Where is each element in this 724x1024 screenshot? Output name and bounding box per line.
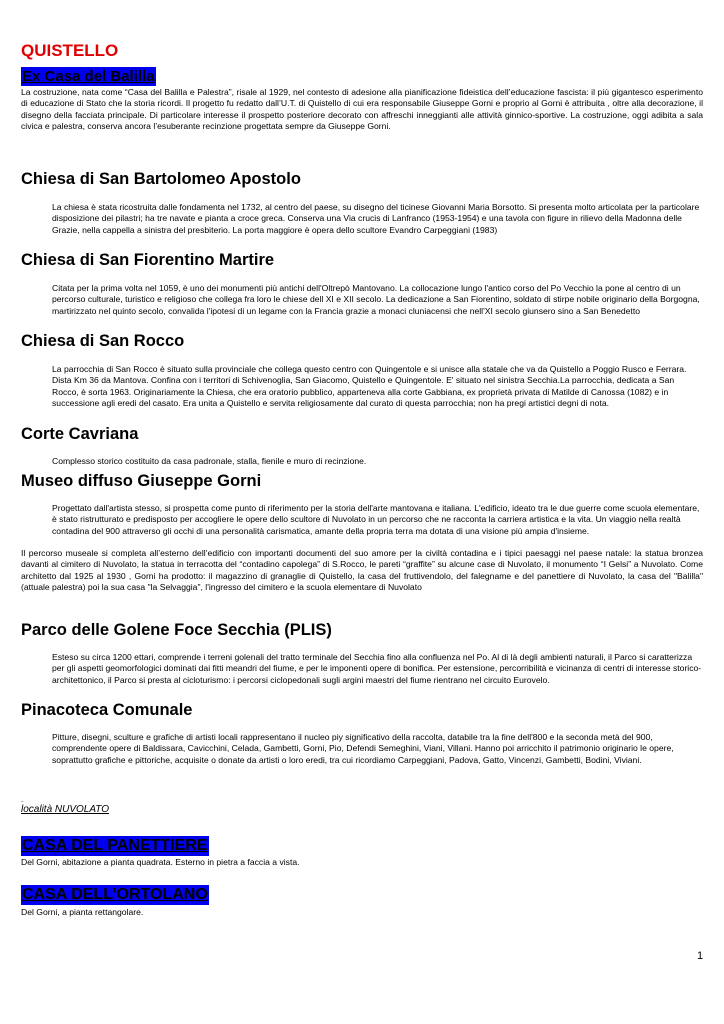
text-museo-gorni-2: Il percorso museale si completa all’esterno dell’edificio con importanti documenti del suo amore per la civiltà contadina e i tipici paesaggi nel paese natale: la statua bronzea davanti al cimitero di Nuvolato, la statua in terracotta del “contadino capolega” di S.Rocco, le pareti “graffite” su alcune case di Nuvolato, il monumento “I Gelsi” a Nuvolato. Come architetto dal 1925 al 1930 , Gorni ha prodotto: il magazzino di granaglie di Quistello, la casa del fruttivendolo, del falegname e del panettiere di Nuvolato, la casa del "Balilla" (attuale palestra) poi la sua casa "la Selvaggia", l'ingresso del cimitero e la scuola elementare di Nuvolato — [21, 548, 703, 593]
casa-ortolano-heading: CASA DELL’ORTOLANO — [22, 886, 208, 903]
casa-panettiere-heading: CASA DEL PANETTIERE — [22, 837, 208, 854]
text-corte-cavriana: Complesso storico costituito da casa padronale, stalla, fienile e muro di recinzione. — [52, 456, 367, 466]
casa-panettiere-text: Del Gorni, abitazione a pianta quadrata. Esterno in pietra a faccia a vista. — [21, 857, 300, 867]
heading-san-fiorentino: Chiesa di San Fiorentino Martire — [21, 251, 275, 269]
heading-san-bartolomeo: Chiesa di San Bartolomeo Apostolo — [21, 170, 301, 188]
heading-museo-gorni: Museo diffuso Giuseppe Gorni — [21, 472, 262, 490]
page-number: 1 — [697, 950, 704, 962]
stray-dot: . — [21, 795, 24, 804]
heading-san-rocco: Chiesa di San Rocco — [21, 332, 185, 350]
casa-ortolano-text: Del Gorni, a pianta rettangolare. — [21, 907, 144, 917]
text-museo-gorni: Progettato dall'artista stesso, si prospetta come punto di riferimento per la storia dell'arte mantovana e italiana. L'edificio, ideato tra le due guerre come scuola elementare, è stato ristrutturato e predisposto per accogliere le opere dello scultore di Nuvolato in un percorso che ne racconta la carriera artistica e la vita. Un viaggio nella realtà contadina del 900 attraverso gli occhi di una personalità carismatica, amante della propria terra ma dotata di una visione più ampia d'insieme. — [52, 503, 700, 536]
locality-nuvolato: località NUVOLATO — [21, 804, 109, 815]
text-san-rocco: La parrocchia di San Rocco è situato sulla provinciale che collega questo centro con Quingentole e si unisce alla statale che va da Quistello a Poggio Rusco e Ferrara. Dista Km 36 da Mantova. Confina con i territori di Schivenoglia, San Giacomo, Quistello e Quingentole. E' situato nel sinistra Secchia.La parrocchia, dedicata a San Rocco, è sorta 1963. Originariamente la Chiesa, che era oratorio pubblico, apparteneva alla corte Gabbiana, ex proprietà privata di Matilde di Canossa (1082) e in successione agli eredi del casato. Era unita a Quistello e servita religiosamente dal curato di questa parrocchia; non ha pregi artistici degni di nota. — [52, 364, 687, 409]
town-title: QUISTELLO — [21, 41, 119, 60]
casa-balilla-heading: Ex Casa del Balilla — [22, 68, 155, 85]
casa-balilla-text: La costruzione, nata come “Casa del Balilla e Palestra”, risale al 1929, nel contesto di adesione alla pianificazione fideistica dell’educazione fascista: il più gigantesco esperimento di educazione di Stato che la storia ricordi. Il progetto fu redatto dall’U.T. di Quistello di cui era responsabile Giuseppe Gorni e proprio al Gorni è attribuita , oltre alla decorazione, il disegno della facciata principale. Di particolare interesse il prospetto posteriore decorato con affreschi inneggianti alle attività ginnico-sportive. La costruzione, oggi adibita a sala civica e palestra, conserva ancora l’esuberante recinzione progettata sempre da Giuseppe Gorni. — [21, 87, 703, 132]
heading-pinacoteca: Pinacoteca Comunale — [21, 701, 193, 719]
text-san-bartolomeo: La chiesa è stata ricostruita dalle fondamenta nel 1732, al centro del paese, su disegno del ticinese Giovanni Maria Borsotto. Si presenta molto articolata per la particolare disposizione dei pilastri; ha tre navate e pianta a croce greca. Conserva una Via crucis di Lanfranco (1953-1954) e una tavola con figure in rilievo della Madonna delle Grazie, nella cappella a sinistra del presbiterio. La porta maggiore è opera dello scultore Evandro Carpeggiani (1983) — [52, 202, 700, 235]
heading-parco-golene: Parco delle Golene Foce Secchia (PLIS) — [21, 621, 332, 639]
text-parco-golene: Esteso su circa 1200 ettari, comprende i terreni golenali del tratto terminale del Secchia fino alla confluenza nel Po. Al di là degli ambienti naturali, il Parco si caratterizza per gli aspetti geomorfologici dominati dai fitti meandri del fiume, e per le imponenti opere di bonifica. Per estensione, percorribilità e vicinanza di centri di interesse storico-architettonico, il Parco si presta al cicloturismo: i percorsi ciclopedonali sugli argini maestri del fiume rientrano nel circuito Eurovelo. — [52, 652, 702, 685]
heading-corte-cavriana: Corte Cavriana — [21, 425, 139, 443]
text-pinacoteca: Pitture, disegni, sculture e grafiche di artisti locali rappresentano il nucleo piy significativo della raccolta, databile tra la fine dell'800 e la seconda metà del 900, comprendente opere di Baldissara, Cavicchini, Celada, Gambetti, Gorni, Pio, Defendi Semeghini, Viani, Villani. Hanno poi arricchito il patrimonio originario le opere, soprattutto grafiche e pittoriche, acquisite o donate da artisti o loro eredi, tra cui ricordiamo Carpeggiani, Padova, Gatto, Vincenzi, Gambetti, Bodini, Viviani. — [52, 732, 674, 765]
text-san-fiorentino: Citata per la prima volta nel 1059, è uno dei monumenti più antichi dell'Oltrepò Mantovano. La collocazione lungo l'antico corso del Po Vecchio la pone al centro di un percorso culturale, turistico e religioso che collega fra loro le chiese dell XI e XII secolo. La dedicazione a San Fiorentino, soldato di stirpe nobile originario della Borgogna, martirizzato nel quinto secolo, convalida l'ipotesi di un legame con la Francia grazie a monaci cluniacensi che nell'XI secolo giunsero sino a San Benedetto — [52, 283, 700, 316]
